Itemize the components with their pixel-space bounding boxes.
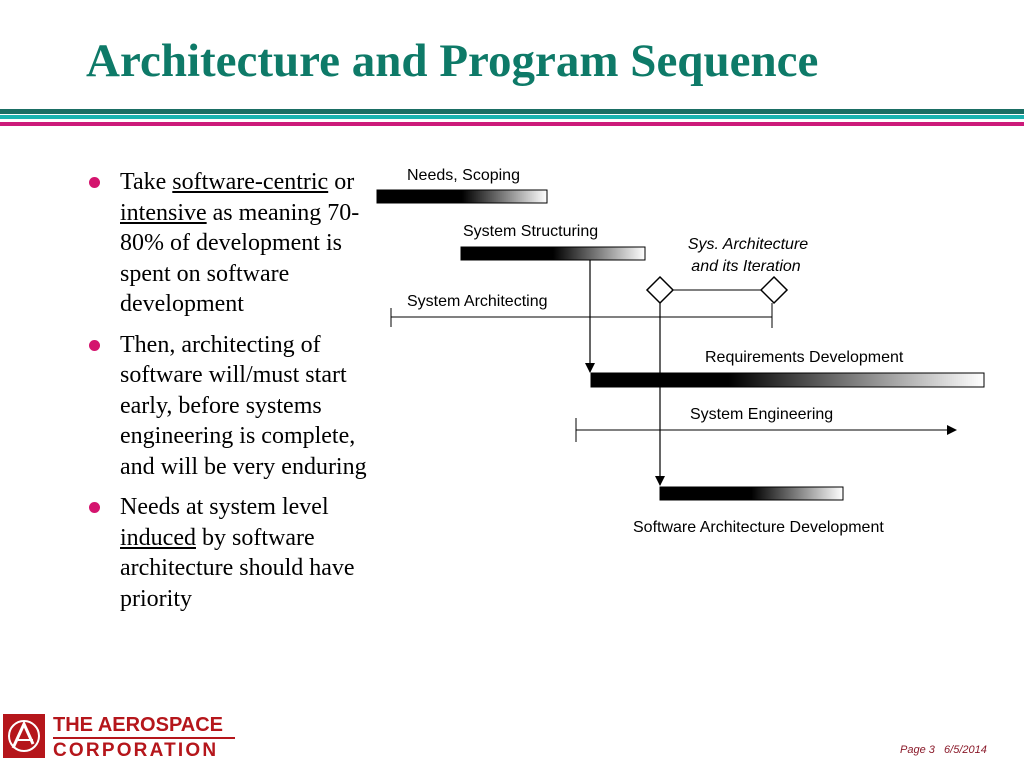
bullet-1-pre: Take (120, 169, 173, 195)
bar-software-architecture (660, 487, 843, 500)
bullet-3-post: by software architecture should have priority (120, 524, 355, 612)
slide-date: 6/5/2014 (944, 744, 987, 756)
milestone-diamond-2-icon (761, 277, 787, 303)
aerospace-emblem-icon (3, 714, 45, 758)
bar-needs-scoping (377, 190, 547, 203)
bullet-1-underlined-intensive: intensive (120, 199, 207, 226)
bar-system-structuring (461, 247, 645, 260)
slide-title: Architecture and Program Sequence (86, 35, 819, 87)
logo-text-line1: THE AEROSPACE (53, 714, 224, 736)
bullet-1-post: as meaning 70-80% of development is spent on software development (120, 199, 360, 317)
label-requirements-development: Requirements Development (705, 349, 904, 366)
bullet-2-text: Then, architecting of software will/must start early, before systems engineering is complete, and will be very enduring (120, 331, 367, 480)
bar-requirements-development (591, 373, 984, 387)
label-system-structuring: System Structuring (463, 223, 599, 240)
page-info (900, 744, 987, 756)
milestone-diamond-1-icon (647, 277, 673, 303)
label-system-engineering: System Engineering (690, 406, 834, 423)
bullet-1-underlined-software-centric: software-centric (172, 169, 329, 195)
label-architecture-iteration-line1: Sys. Architecture (687, 236, 809, 253)
label-needs-scoping: Needs, Scoping (407, 167, 520, 184)
bullet-1-mid: or (328, 169, 355, 195)
page-number: Page 3 (900, 744, 935, 756)
bullet-3-pre: Needs at system level (120, 494, 329, 520)
label-system-architecting: System Architecting (407, 293, 548, 310)
label-software-architecture-development: Software Architecture Development (633, 519, 884, 536)
logo-text-line2: CORPORATION (53, 740, 219, 761)
bullet-3-underlined-induced: induced (120, 524, 196, 551)
label-architecture-iteration-line2: and its Iteration (691, 258, 801, 275)
